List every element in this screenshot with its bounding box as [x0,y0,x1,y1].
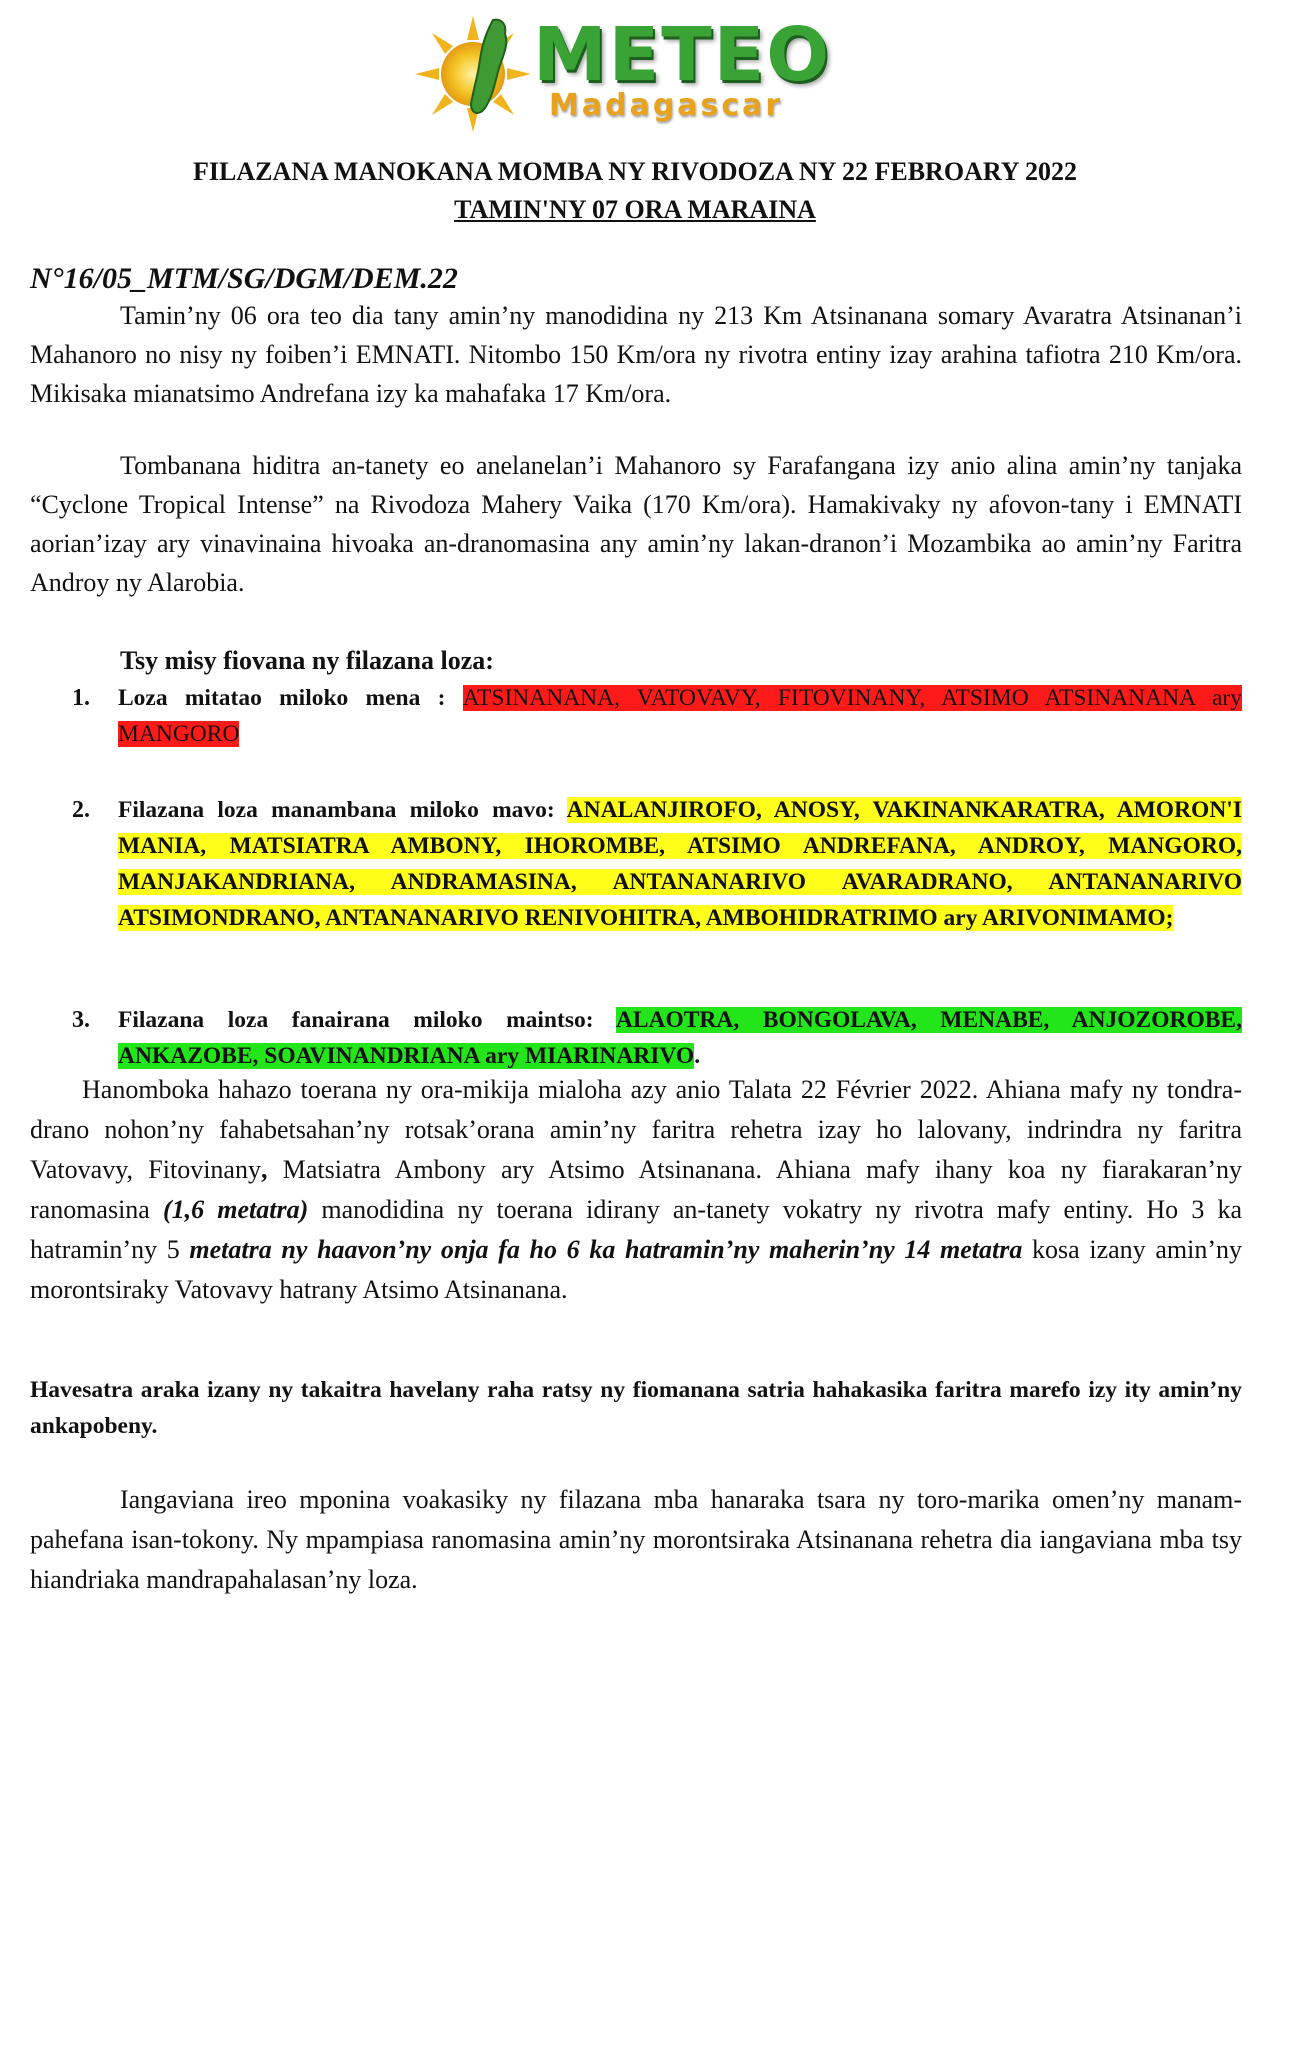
list-number: 2. [72,797,90,823]
document-subtitle: TAMIN'NY 07 ORA MARAINA [454,195,816,224]
text-segment-bold: , [260,1155,268,1184]
warning-regions-yellow: ANALANJIROFO, ANOSY, VAKINANKARATRA, AMORON'I MANIA, MATSIATRA AMBONY, IHOROMBE, ATSIMO ANDREFANA, ANDROY, MANGORO, MANJAKANDRIANA, ANDRAMASINA, ANTANANARIVO AVARADRANO, ANTANANARIVO ATSIMONDRANO, ANTANANARIVO RENIVOHITRA, AMBOHIDRATRIMO ary ARIVONIMAMO; [118,797,1242,931]
logo-title: METEO [533,12,832,98]
list-number: 3. [72,1007,90,1033]
paragraph-public-advice: Iangaviana ireo mponina voakasiky ny filazana mba hanaraka tsara ny toro-marika omen’ny manam-pahefana isan-tokony. Ny mpampiasa ranomasina amin’ny morontsiraka Atsinanana rehetra dia iangaviana mba tsy hiandriaka mandrapahalasan’ny loza. [30,1485,1242,1594]
warning-label: Filazana loza fanairana miloko maintso: [118,1007,616,1033]
list-number: 1. [72,685,90,711]
warning-item-red [72,680,1242,752]
warning-label: Loza mitatao miloko mena : [118,685,463,711]
text-segment: Matsiatra Ambony ary Atsimo Atsinanana. Ahiana mafy ihany koa ny fiarakaran’ny ranomasina [30,1155,1243,1224]
list-body [118,1002,1242,1074]
logo-subtitle: Madagascar [549,88,784,123]
warning-item-yellow [72,792,1242,936]
paragraph-landfall-forecast: Tombanana hiditra an-tanety eo anelanelan’i Mahanoro sy Farafangana izy anio alina amin’ny tanjaka “Cyclone Tropical Intense” na Rivodoza Mahery Vaika (170 Km/ora). Hamakivaky ny afovon-tany i EMNATI aorian’izay ary vinavinaina hivoaka an-dranomasina any amin’ny lakan-dranon’i Mozambika ao amin’ny Faritra Androy ny Alarobia. [30,451,1242,597]
text-segment: manodidina ny toerana idirany an-tanety vokatry ny rivotra mafy entiny. Ho 3 ka hatramin’ny 5 [30,1195,1242,1264]
text-segment: kosa izany amin’ny morontsiraky Vatovavy hatrany Atsimo Atsinanana. [30,1235,1242,1304]
list-body [118,680,1242,752]
warning-regions-green: ALAOTRA, BONGOLAVA, MENABE, ANJOZOROBE, ANKAZOBE, SOAVINANDRIANA ary MIARINARIVO [118,1007,1242,1069]
warning-label: Filazana loza manambana miloko mavo: [118,797,567,823]
warning-regions-red: ATSINANANA, VATOVAVY, FITOVINANY, ATSIMO ATSINANANA ary MANGORO [118,685,1243,747]
paragraph-impact-warning: Havesatra araka izany ny takaitra havelany raha ratsy ny fiomanana satria hahakasika faritra marefo izy ity amin’ny ankapobeny. [30,1377,1242,1439]
warning-item-green [72,1002,1242,1074]
wave-height-text: metatra ny haavon’ny onja fa ho 6 ka hatramin’ny maherin’ny 14 metatra [189,1235,1023,1264]
paragraph-rain-sea-forecast [30,1070,1242,1310]
paragraph-cyclone-position: Tamin’ny 06 ora teo dia tany amin’ny manodidina ny 213 Km Atsinanana somary Avaratra Atsinanan’i Mahanoro no nisy ny foiben’i EMNATI. Nitombo 150 Km/ora ny rivotra entiny izay arahina tafiotra 210 Km/ora. Mikisaka mianatsimo Andrefana izy ka mahafaka 17 Km/ora. [30,301,1242,408]
reference-number: N°16/05_MTM/SG/DGM/DEM.22 [30,262,458,295]
warnings-title: Tsy misy fiovana ny filazana loza: [120,646,494,675]
list-body [118,792,1242,936]
text-segment: Hanomboka hahazo toerana ny ora-mikija mialoha azy anio Talata 22 Février 2022. Ahiana mafy ny tondra-drano nohon’ny fahabetsahan’ny rotsak’orana amin’ny faritra rehetra izay ho lalovany, indrindra ny faritra Vatovavy, Fitovinany [30,1075,1242,1184]
document-title: FILAZANA MANOKANA MOMBA NY RIVODOZA NY 22 FEBROARY 2022 [192,157,1078,186]
meteo-madagascar-logo [415,12,832,132]
sea-rise-value: (1,6 metatra) [162,1195,309,1224]
warning-suffix: . [694,1043,701,1069]
